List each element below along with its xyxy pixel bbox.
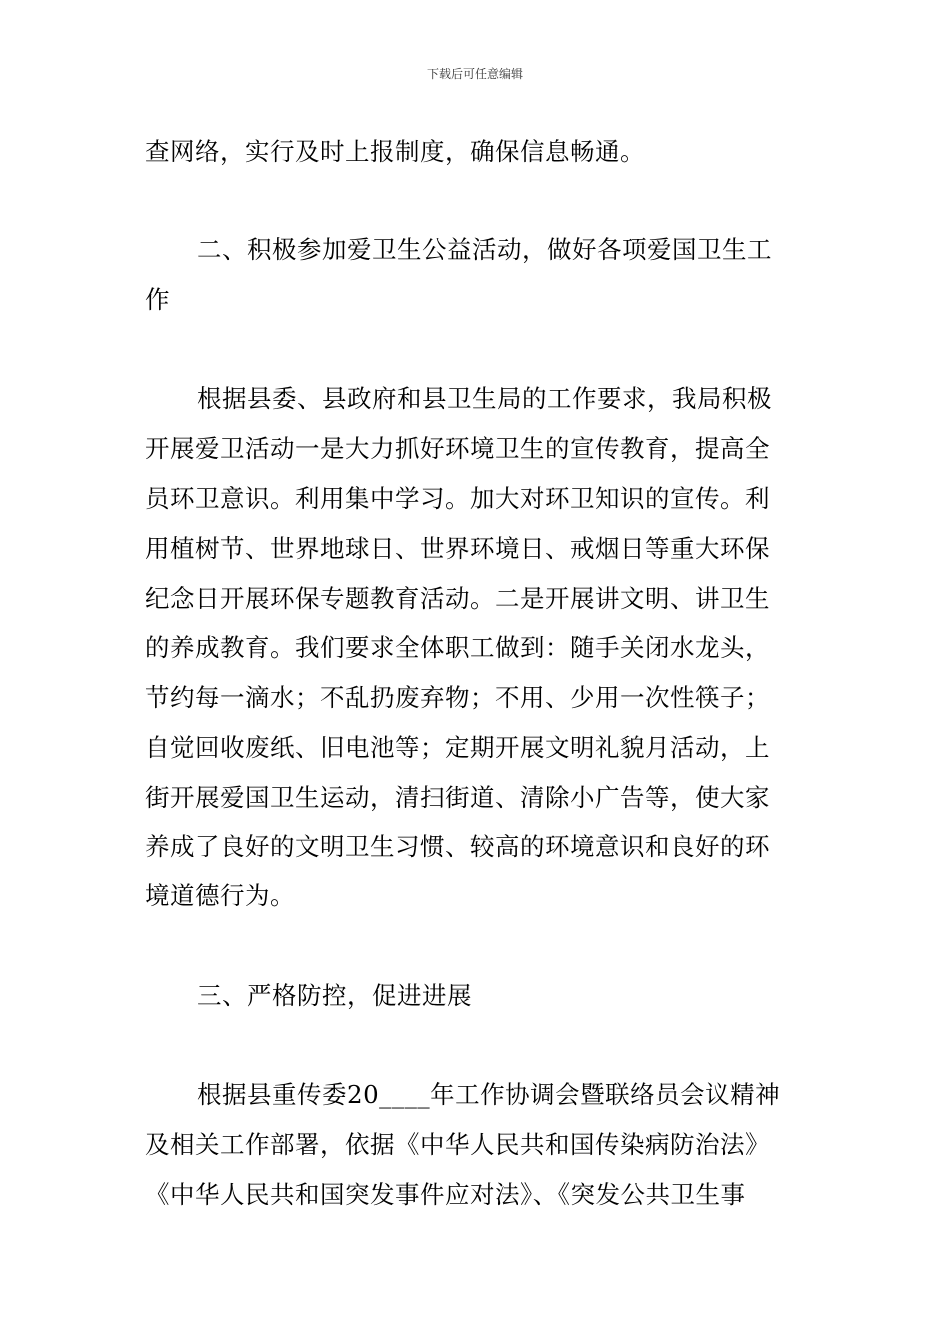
body-line: 养成了良好的文明卫生习惯、较高的环境意识和良好的环 xyxy=(145,832,770,861)
section-heading: 二、积极参加爱卫生公益活动，做好各项爱国卫生工 xyxy=(197,235,772,264)
body-line: 《中华人民共和国突发事件应对法》、《突发公共卫生事 xyxy=(145,1180,746,1209)
body-line: 查网络，实行及时上报制度，确保信息畅通。 xyxy=(145,137,645,166)
body-line: 及相关工作部署，依据《中华人民共和国传染病防治法》 xyxy=(145,1130,770,1159)
body-line: 街开展爱国卫生运动，清扫街道、清除小广告等，使大家 xyxy=(145,783,770,812)
body-line: 自觉回收废纸、旧电池等；定期开展文明礼貌月活动，上 xyxy=(145,733,770,762)
page-header-note: 下载后可任意编辑 xyxy=(426,67,523,81)
body-line: 的养成教育。我们要求全体职工做到：随手关闭水龙头， xyxy=(145,633,770,662)
section-heading: 三、严格防控，促进进展 xyxy=(197,981,472,1010)
body-line: 根据县委、县政府和县卫生局的工作要求，我局积极 xyxy=(197,384,772,413)
body-line: 节约每一滴水；不乱扔废弃物；不用、少用一次性筷子； xyxy=(145,683,770,712)
body-line: 员环卫意识。利用集中学习。加大对环卫知识的宣传。利 xyxy=(145,484,770,513)
body-line: 用植树节、世界地球日、世界环境日、戒烟日等重大环保 xyxy=(145,534,770,563)
body-line: 纪念日开展环保专题教育活动。二是开展讲文明、讲卫生 xyxy=(145,584,770,613)
body-line: 开展爱卫活动一是大力抓好环境卫生的宣传教育，提高全 xyxy=(145,434,770,463)
body-line: 根据县重传委20____年工作协调会暨联络员会议精神 xyxy=(197,1080,781,1109)
body-line: 境道德行为。 xyxy=(145,881,295,910)
section-heading-continued: 作 xyxy=(145,285,170,314)
